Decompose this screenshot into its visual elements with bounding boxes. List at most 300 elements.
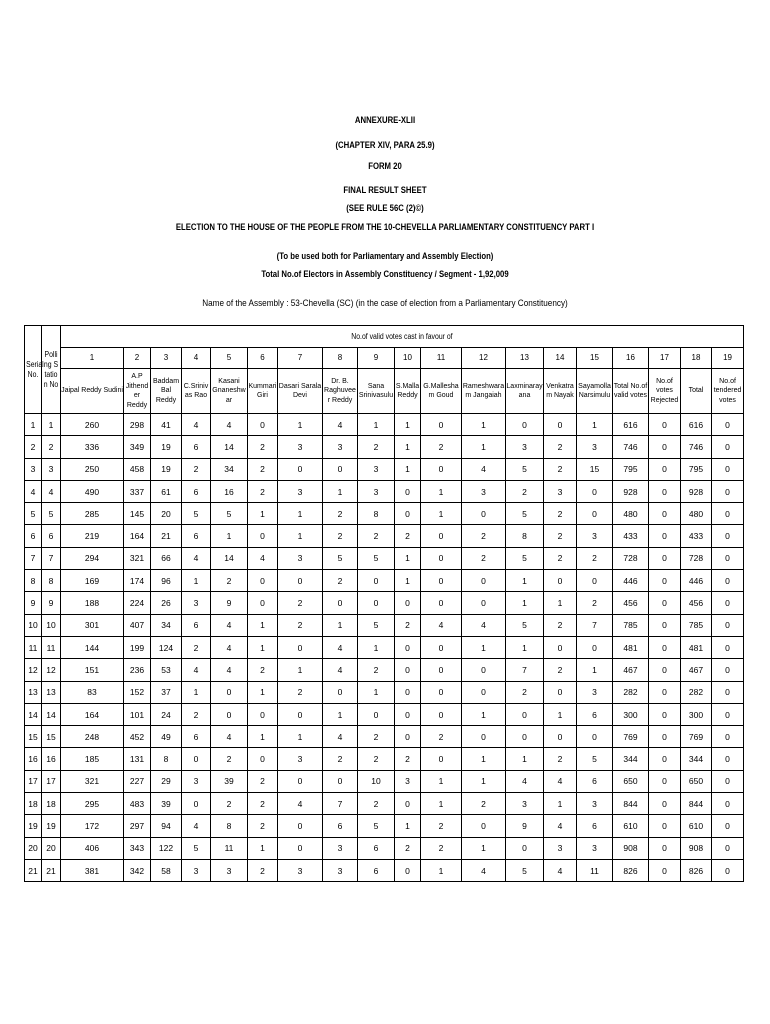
vote-cell: 0 — [649, 681, 681, 703]
vote-cell: 650 — [613, 770, 649, 792]
table-row — [25, 614, 744, 636]
polling-station-cell: 12 — [42, 659, 61, 681]
vote-cell: 0 — [506, 703, 544, 725]
vote-cell: 0 — [712, 837, 744, 859]
vote-cell: 0 — [712, 570, 744, 592]
vote-cell: 0 — [712, 859, 744, 881]
table-row — [25, 414, 744, 436]
vote-cell: 101 — [124, 703, 151, 725]
vote-cell: 2 — [278, 614, 323, 636]
vote-cell: 446 — [681, 570, 712, 592]
column-number: 16 — [613, 348, 649, 369]
vote-cell: 3 — [506, 436, 544, 458]
vote-cell: 1 — [577, 414, 613, 436]
vote-cell: 0 — [323, 458, 358, 480]
vote-cell: 145 — [124, 503, 151, 525]
candidate-name-header: Dr. B. Raghuveer Reddy — [323, 369, 358, 414]
vote-cell: 4 — [211, 614, 248, 636]
vote-cell: 8 — [151, 748, 182, 770]
vote-cell: 250 — [61, 458, 124, 480]
vote-cell: 1 — [462, 636, 506, 658]
vote-cell: 6 — [323, 815, 358, 837]
vote-cell: 4 — [462, 458, 506, 480]
vote-cell: 826 — [613, 859, 649, 881]
vote-cell: 0 — [421, 570, 462, 592]
vote-cell: 297 — [124, 815, 151, 837]
vote-cell: 3 — [577, 793, 613, 815]
vote-cell: 1 — [182, 681, 211, 703]
vote-cell: 1 — [462, 770, 506, 792]
vote-cell: 1 — [395, 815, 421, 837]
vote-cell: 4 — [211, 659, 248, 681]
vote-cell: 0 — [462, 726, 506, 748]
column-number: 1 — [61, 348, 124, 369]
vote-cell: 769 — [613, 726, 649, 748]
vote-cell: 0 — [462, 681, 506, 703]
serial-cell: 3 — [25, 458, 42, 480]
vote-cell: 0 — [577, 636, 613, 658]
vote-cell: 1 — [278, 726, 323, 748]
vote-cell: 260 — [61, 414, 124, 436]
vote-cell: 1 — [544, 793, 577, 815]
vote-cell: 0 — [712, 726, 744, 748]
vote-cell: 1 — [248, 837, 278, 859]
vote-cell: 0 — [421, 458, 462, 480]
table-row — [25, 503, 744, 525]
vote-cell: 3 — [323, 837, 358, 859]
vote-cell: 0 — [278, 770, 323, 792]
candidate-name-header: G.Mallesham Goud — [421, 369, 462, 414]
vote-cell: 10 — [358, 770, 395, 792]
serial-cell: 1 — [25, 414, 42, 436]
vote-cell: 9 — [211, 592, 248, 614]
vote-cell: 0 — [712, 503, 744, 525]
candidate-name-header: C.Srinivas Rao — [182, 369, 211, 414]
vote-cell: 20 — [151, 503, 182, 525]
vote-cell: 39 — [211, 770, 248, 792]
vote-cell: 0 — [649, 570, 681, 592]
vote-cell: 4 — [462, 614, 506, 636]
vote-cell: 0 — [649, 770, 681, 792]
vote-cell: 0 — [649, 726, 681, 748]
vote-cell: 29 — [151, 770, 182, 792]
serial-cell: 18 — [25, 793, 42, 815]
vote-cell: 0 — [712, 659, 744, 681]
table-row — [25, 837, 744, 859]
vote-cell: 6 — [182, 480, 211, 502]
column-number: 13 — [506, 348, 544, 369]
table-row — [25, 636, 744, 658]
vote-cell: 1 — [462, 703, 506, 725]
vote-cell: 0 — [211, 703, 248, 725]
vote-cell: 0 — [395, 859, 421, 881]
vote-cell: 34 — [211, 458, 248, 480]
vote-cell: 0 — [278, 837, 323, 859]
vote-cell: 58 — [151, 859, 182, 881]
vote-cell: 0 — [182, 748, 211, 770]
vote-cell: 0 — [649, 436, 681, 458]
vote-cell: 0 — [182, 793, 211, 815]
vote-cell: 342 — [124, 859, 151, 881]
column-number: 3 — [151, 348, 182, 369]
vote-cell: 1 — [577, 659, 613, 681]
vote-cell: 0 — [278, 703, 323, 725]
vote-cell: 4 — [211, 636, 248, 658]
vote-cell: 0 — [649, 859, 681, 881]
vote-cell: 0 — [278, 815, 323, 837]
table-row — [25, 547, 744, 569]
vote-cell: 2 — [323, 525, 358, 547]
vote-cell: 3 — [323, 859, 358, 881]
table-row — [25, 525, 744, 547]
vote-cell: 16 — [211, 480, 248, 502]
vote-cell: 1 — [323, 703, 358, 725]
vote-cell: 0 — [421, 681, 462, 703]
vote-cell: 0 — [712, 681, 744, 703]
vote-cell: 0 — [506, 414, 544, 436]
vote-cell: 2 — [421, 815, 462, 837]
vote-cell: 0 — [649, 837, 681, 859]
polling-station-cell: 7 — [42, 547, 61, 569]
serial-cell: 5 — [25, 503, 42, 525]
vote-cell: 2 — [395, 748, 421, 770]
polling-station-cell: 1 — [42, 414, 61, 436]
vote-cell: 11 — [211, 837, 248, 859]
vote-cell: 6 — [182, 525, 211, 547]
vote-cell: 14 — [211, 436, 248, 458]
vote-cell: 406 — [61, 837, 124, 859]
vote-cell: 746 — [613, 436, 649, 458]
vote-cell: 2 — [211, 748, 248, 770]
vote-cell: 0 — [712, 480, 744, 502]
vote-cell: 0 — [712, 414, 744, 436]
serial-cell: 13 — [25, 681, 42, 703]
vote-cell: 0 — [323, 681, 358, 703]
vote-cell: 381 — [61, 859, 124, 881]
polling-station-cell: 19 — [42, 815, 61, 837]
vote-cell: 2 — [421, 837, 462, 859]
vote-cell: 19 — [151, 436, 182, 458]
vote-cell: 1 — [421, 503, 462, 525]
vote-cell: 5 — [323, 547, 358, 569]
vote-cell: 928 — [613, 480, 649, 502]
vote-cell: 0 — [278, 570, 323, 592]
vote-cell: 1 — [323, 480, 358, 502]
vote-cell: 1 — [421, 770, 462, 792]
vote-cell: 2 — [544, 659, 577, 681]
vote-cell: 199 — [124, 636, 151, 658]
vote-cell: 1 — [421, 480, 462, 502]
vote-cell: 2 — [395, 525, 421, 547]
vote-cell: 908 — [681, 837, 712, 859]
vote-cell: 1 — [278, 414, 323, 436]
candidate-name-header: Sana Srinivasulu — [358, 369, 395, 414]
vote-cell: 1 — [462, 436, 506, 458]
vote-cell: 2 — [248, 480, 278, 502]
vote-cell: 1 — [248, 681, 278, 703]
vote-cell: 1 — [395, 570, 421, 592]
vote-cell: 0 — [577, 503, 613, 525]
vote-cell: 1 — [544, 703, 577, 725]
vote-cell: 0 — [395, 726, 421, 748]
vote-cell: 0 — [278, 458, 323, 480]
vote-cell: 0 — [712, 614, 744, 636]
vote-cell: 0 — [712, 770, 744, 792]
vote-cell: 0 — [712, 793, 744, 815]
vote-cell: 0 — [649, 547, 681, 569]
vote-cell: 24 — [151, 703, 182, 725]
vote-cell: 53 — [151, 659, 182, 681]
vote-cell: 0 — [712, 703, 744, 725]
vote-cell: 164 — [61, 703, 124, 725]
vote-cell: 5 — [506, 503, 544, 525]
vote-cell: 0 — [649, 793, 681, 815]
vote-cell: 2 — [577, 547, 613, 569]
vote-cell: 1 — [421, 859, 462, 881]
vote-cell: 1 — [395, 458, 421, 480]
vote-cell: 2 — [395, 614, 421, 636]
vote-cell: 795 — [681, 458, 712, 480]
vote-cell: 3 — [358, 480, 395, 502]
vote-cell: 616 — [681, 414, 712, 436]
serial-cell: 8 — [25, 570, 42, 592]
table-row — [25, 859, 744, 881]
table-row — [25, 681, 744, 703]
form-number: FORM 20 — [368, 161, 402, 171]
vote-cell: 0 — [421, 636, 462, 658]
vote-cell: 785 — [681, 614, 712, 636]
vote-cell: 0 — [544, 414, 577, 436]
vote-cell: 616 — [613, 414, 649, 436]
vote-cell: 0 — [395, 659, 421, 681]
vote-cell: 164 — [124, 525, 151, 547]
vote-cell: 3 — [182, 592, 211, 614]
vote-cell: 0 — [421, 525, 462, 547]
serial-cell: 21 — [25, 859, 42, 881]
polling-station-cell: 21 — [42, 859, 61, 881]
vote-cell: 1 — [395, 436, 421, 458]
vote-cell: 0 — [712, 636, 744, 658]
vote-cell: 3 — [577, 837, 613, 859]
vote-cell: 2 — [358, 748, 395, 770]
vote-cell: 8 — [358, 503, 395, 525]
vote-cell: 61 — [151, 480, 182, 502]
vote-cell: 227 — [124, 770, 151, 792]
vote-cell: 0 — [649, 636, 681, 658]
vote-cell: 0 — [544, 681, 577, 703]
vote-cell: 2 — [248, 815, 278, 837]
vote-cell: 0 — [577, 480, 613, 502]
vote-cell: 6 — [577, 703, 613, 725]
column-number: 19 — [712, 348, 744, 369]
sheet-title: FINAL RESULT SHEET — [343, 185, 427, 195]
vote-cell: 0 — [649, 458, 681, 480]
vote-cell: 1 — [278, 503, 323, 525]
vote-cell: 2 — [358, 793, 395, 815]
table-row — [25, 592, 744, 614]
vote-cell: 8 — [506, 525, 544, 547]
vote-cell: 0 — [649, 815, 681, 837]
vote-cell: 39 — [151, 793, 182, 815]
vote-cell: 1 — [462, 414, 506, 436]
vote-cell: 336 — [61, 436, 124, 458]
vote-cell: 5 — [506, 458, 544, 480]
vote-cell: 172 — [61, 815, 124, 837]
vote-cell: 1 — [506, 748, 544, 770]
vote-cell: 4 — [421, 614, 462, 636]
vote-cell: 344 — [681, 748, 712, 770]
vote-cell: 236 — [124, 659, 151, 681]
vote-cell: 3 — [278, 547, 323, 569]
column-number: 17 — [649, 348, 681, 369]
vote-cell: 151 — [61, 659, 124, 681]
vote-cell: 0 — [712, 748, 744, 770]
table-row — [25, 770, 744, 792]
vote-cell: 2 — [506, 480, 544, 502]
vote-cell: 1 — [323, 614, 358, 636]
candidate-name-header: Baddam Bal Reddy — [151, 369, 182, 414]
column-number: 4 — [182, 348, 211, 369]
serial-cell: 7 — [25, 547, 42, 569]
polling-station-cell: 2 — [42, 436, 61, 458]
table-row — [25, 458, 744, 480]
vote-cell: 2 — [211, 793, 248, 815]
vote-cell: 1 — [395, 547, 421, 569]
vote-cell: 0 — [577, 726, 613, 748]
vote-cell: 610 — [681, 815, 712, 837]
serial-cell: 10 — [25, 614, 42, 636]
vote-cell: 26 — [151, 592, 182, 614]
vote-cell: 1 — [395, 414, 421, 436]
vote-cell: 0 — [649, 614, 681, 636]
vote-cell: 3 — [182, 770, 211, 792]
vote-cell: 0 — [395, 681, 421, 703]
vote-cell: 5 — [358, 815, 395, 837]
vote-cell: 4 — [323, 414, 358, 436]
serial-cell: 19 — [25, 815, 42, 837]
vote-cell: 0 — [323, 770, 358, 792]
vote-cell: 4 — [544, 859, 577, 881]
vote-cell: 769 — [681, 726, 712, 748]
table-row — [25, 726, 744, 748]
vote-cell: 490 — [61, 480, 124, 502]
vote-cell: 844 — [613, 793, 649, 815]
vote-cell: 433 — [613, 525, 649, 547]
vote-cell: 0 — [421, 592, 462, 614]
vote-cell: 467 — [613, 659, 649, 681]
vote-cell: 4 — [544, 770, 577, 792]
table-row — [25, 436, 744, 458]
vote-cell: 6 — [358, 859, 395, 881]
vote-cell: 0 — [248, 414, 278, 436]
vote-cell: 294 — [61, 547, 124, 569]
summary-header: No.of votes Rejected — [649, 369, 681, 414]
vote-cell: 0 — [395, 793, 421, 815]
vote-cell: 5 — [182, 837, 211, 859]
election-title: ELECTION TO THE HOUSE OF THE PEOPLE FROM THE 10-CHEVELLA PARLIAMENTARY CONSTITUENCY PART I — [175, 222, 595, 232]
vote-cell: 6 — [182, 726, 211, 748]
vote-cell: 94 — [151, 815, 182, 837]
polling-station-cell: 10 — [42, 614, 61, 636]
vote-cell: 1 — [182, 570, 211, 592]
vote-cell: 0 — [649, 659, 681, 681]
vote-cell: 2 — [395, 837, 421, 859]
vote-cell: 1 — [506, 592, 544, 614]
vote-cell: 0 — [462, 659, 506, 681]
vote-cell: 282 — [681, 681, 712, 703]
summary-header: No.of tendered votes — [712, 369, 744, 414]
usage-note: (To be used both for Parliamentary and Assembly Election) — [276, 251, 494, 261]
vote-cell: 1 — [544, 592, 577, 614]
vote-cell: 0 — [649, 414, 681, 436]
electors-count: Total No.of Electors in Assembly Constituency / Segment - 1,92,009 — [261, 269, 509, 279]
vote-cell: 5 — [358, 614, 395, 636]
vote-cell: 0 — [211, 681, 248, 703]
vote-cell: 3 — [211, 859, 248, 881]
vote-cell: 3 — [506, 793, 544, 815]
column-number: 11 — [421, 348, 462, 369]
serial-cell: 14 — [25, 703, 42, 725]
vote-cell: 0 — [649, 703, 681, 725]
vote-cell: 7 — [323, 793, 358, 815]
vote-cell: 785 — [613, 614, 649, 636]
vote-cell: 2 — [182, 458, 211, 480]
vote-cell: 152 — [124, 681, 151, 703]
vote-cell: 458 — [124, 458, 151, 480]
vote-cell: 5 — [211, 503, 248, 525]
vote-cell: 124 — [151, 636, 182, 658]
vote-cell: 3 — [278, 436, 323, 458]
rule-reference: (SEE RULE 56C (2)©) — [346, 203, 424, 213]
vote-cell: 219 — [61, 525, 124, 547]
vote-cell: 3 — [278, 480, 323, 502]
vote-cell: 0 — [421, 748, 462, 770]
vote-cell: 1 — [506, 570, 544, 592]
vote-cell: 2 — [248, 770, 278, 792]
vote-cell: 0 — [577, 570, 613, 592]
column-number: 9 — [358, 348, 395, 369]
vote-cell: 0 — [506, 726, 544, 748]
vote-cell: 300 — [681, 703, 712, 725]
vote-cell: 0 — [358, 570, 395, 592]
polling-station-cell: 9 — [42, 592, 61, 614]
vote-cell: 2 — [544, 458, 577, 480]
vote-cell: 0 — [395, 480, 421, 502]
vote-cell: 4 — [462, 859, 506, 881]
vote-cell: 2 — [544, 614, 577, 636]
candidate-name-header: Sayamolla Narsimulu — [577, 369, 613, 414]
polling-station-cell: 20 — [42, 837, 61, 859]
vote-cell: 0 — [712, 525, 744, 547]
serial-header: Serial No. — [25, 326, 42, 414]
candidate-name-header: Kasani Gnaneshwar — [211, 369, 248, 414]
vote-cell: 5 — [182, 503, 211, 525]
summary-header: Total — [681, 369, 712, 414]
vote-cell: 0 — [395, 636, 421, 658]
vote-cell: 0 — [323, 592, 358, 614]
vote-cell: 21 — [151, 525, 182, 547]
polling-station-header: Polling Station No — [42, 326, 61, 414]
vote-cell: 1 — [462, 837, 506, 859]
vote-cell: 908 — [613, 837, 649, 859]
vote-cell: 928 — [681, 480, 712, 502]
column-number: 10 — [395, 348, 421, 369]
candidate-name-header: Kummari Giri — [248, 369, 278, 414]
vote-cell: 2 — [278, 592, 323, 614]
vote-cell: 5 — [506, 614, 544, 636]
vote-cell: 2 — [248, 659, 278, 681]
vote-cell: 2 — [421, 436, 462, 458]
